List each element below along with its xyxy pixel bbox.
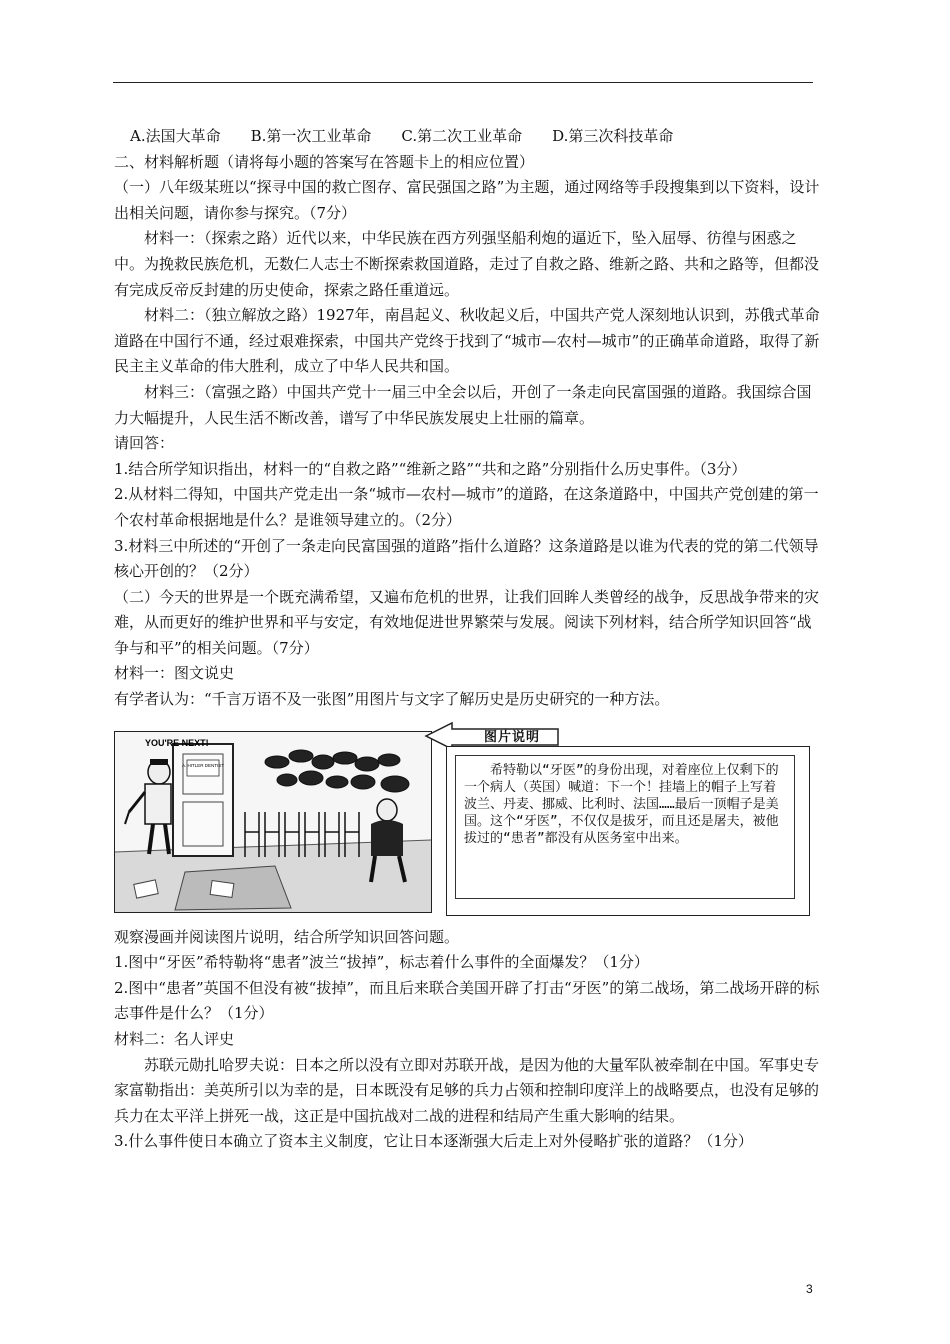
part-2-question-1: 1.图中“牙医”希特勒将“患者”波兰“拔掉”，标志着什么事件的全面爆发？（1分） xyxy=(114,953,649,972)
part-2-material-1-text: 有学者认为：“千言万语不及一张图”用图片与文字了解历史是历史研究的一种方法。 xyxy=(114,690,670,709)
part-2-material-1-title: 材料一：图文说史 xyxy=(114,664,235,683)
part-1-question-1: 1.结合所学知识指出，材料一的“自救之路”“维新之路”“共和之路”分别指什么历史事件。（3分） xyxy=(114,459,747,478)
option-b: B.第一次工业革命 xyxy=(250,127,372,145)
part-2-question-3: 3.什么事件使日本确立了资本主义制度，它让日本逐渐强大后走上对外侵略扩张的道路？（1分） xyxy=(114,1132,753,1151)
part-2-material-2-title: 材料二：名人评史 xyxy=(114,1030,235,1049)
part-2-intro: （二）今天的世界是一个既充满希望，又遍布危机的世界，让我们回眸人类曾经的战争，反思战争带来的灾难，从而更好的维护世界和平与安定，有效地促进世界繁荣与发展。阅读下列材料，结合所学知识回答“战争与和平”的相关问题。（7分） xyxy=(114,587,820,657)
answer-options xyxy=(114,124,826,150)
page-number: 3 xyxy=(806,1282,813,1296)
header-rule xyxy=(113,82,813,83)
part-1-intro: （一）八年级某班以“探寻中国的救亡图存、富民强国之路”为主题，通过网络等手段搜集到以下资料，设计出相关问题，请你参与探究。（7分） xyxy=(114,178,820,222)
caption-text xyxy=(455,755,795,899)
part-1-question-3: 3.材料三中所述的“开创了一条走向民富国强的道路”指什么道路？这条道路是以谁为代表的党的第二代领导核心开创的？（2分） xyxy=(114,536,819,581)
part-1-material-1: 材料一：（探索之路）近代以来，中华民族在西方列强坚船利炮的逼近下，坠入屈辱、彷徨与困惑之中。为挽救民族危机，无数仁人志士不断探索救国道路，走过了自救之路、维新之路、共和之路等，但都没有完成反帝反封建的历史使命，探索之路任重道远。 xyxy=(114,229,820,299)
caption-box xyxy=(446,746,810,916)
cartoon-figure xyxy=(114,721,826,919)
option-c: C.第二次工业革命 xyxy=(401,127,523,145)
part-1-material-2: 材料二：（独立解放之路）1927年，南昌起义、秋收起义后，中国共产党人深刻地认识到，苏俄式革命道路在中国行不通，经过艰难探索，中国共产党终于找到了“城市—农村—城市”的正确革命道路，取得了新民主主义革命的伟大胜利，成立了中华人民共和国。 xyxy=(114,306,820,376)
observe-instruction: 观察漫画并阅读图片说明，结合所学知识回答问题。 xyxy=(114,927,460,946)
option-d: D.第三次科技革命 xyxy=(552,127,674,145)
section-2-title: 二、材料解析题（请将每小题的答案写在答题卡上的相应位置） xyxy=(114,152,535,171)
door-sign-text: A. HITLER DENTIST xyxy=(181,762,225,768)
part-1-question-2: 2.从材料二得知，中国共产党走出一条“城市—农村—城市”的道路，在这条道路中，中国共产党创建的第一个农村革命根据地是什么？是谁领导建立的。（2分） xyxy=(114,485,819,529)
part-1-material-3: 材料三：（富强之路）中国共产党十一届三中全会以后，开创了一条走向民富国强的道路。我国综合国力大幅提升，人民生活不断改善，谱写了中华民族发展史上壮丽的篇章。 xyxy=(114,382,812,427)
caption-label: 图片说明 xyxy=(484,729,541,745)
cartoon-speech-text: YOU'RE NEXT! xyxy=(145,737,209,748)
dentist-cartoon xyxy=(114,731,432,913)
part-2-question-2: 2.图中“患者”英国不但没有被“拔掉”，而且后来联合美国开辟了打击“牙医”的第二战场，第二战场开辟的标志事件是什么？（1分） xyxy=(114,978,820,1023)
part-2-material-2-text: 苏联元勋扎哈罗夫说：日本之所以没有立即对苏联开战，是因为他的大量军队被牵制在中国。军事史专家富勒指出：美英所引以为幸的是，日本既没有足够的兵力占领和控制印度洋上的战略要点，也没有足够的兵力在太平洋上拼死一战，这正是中国抗战对二战的进程和结局产生重大影响的结果。 xyxy=(114,1055,820,1125)
caption-paragraph: 希特勒以“牙医”的身份出现，对着座位上仅剩下的一个病人（英国）喊道：下一个！挂墙上的帽子上写着波兰、丹麦、挪威、比利时、法国……最后一顶帽子是美国。这个“牙医”，不仅仅是拔牙，而且还是屠夫，被他拔过的“患者”都没有从医务室中出来。 xyxy=(464,762,779,846)
page-content xyxy=(114,124,826,1155)
answer-prompt: 请回答： xyxy=(114,434,175,453)
option-a: A.法国大革命 xyxy=(130,127,221,145)
cartoon-illustration xyxy=(115,732,431,912)
